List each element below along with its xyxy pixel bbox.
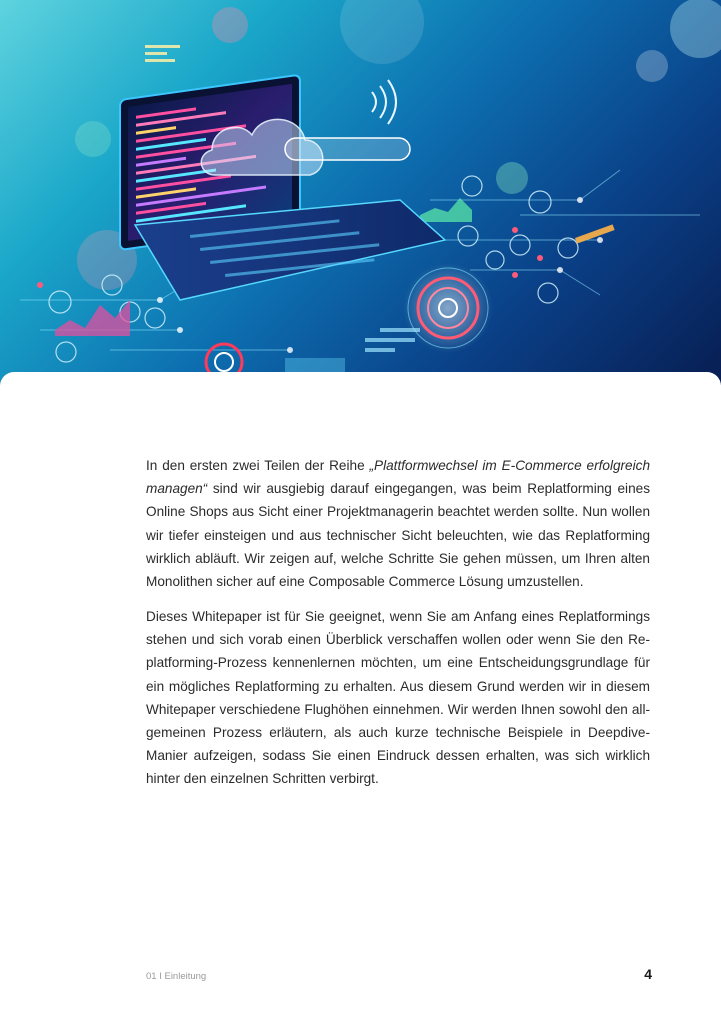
intro-rest: sind wir ausgiebig darauf eingegangen, was beim Replatforming eines Online Shops aus Sicht einer Projektmanagerin beachtet werden sollte. Nun wollen wir tiefer einsteigen und aus technischer Sicht beleuchten, wie das Replatforming wirklich abläuft. Wir zeigen auf, welche Schritte Sie gehen müssen, um Ihren alten Monolithen sicher auf eine Composable Commerce Lösung umzustellen. <box>146 481 650 590</box>
hero-illustration <box>0 0 721 385</box>
intro-paragraph-2: Dieses Whitepaper ist für Sie geeignet, wenn Sie am Anfang eines Replatformings stehen und sich vorab einen Überblick verschaffen wollen oder wenn Sie den Replatforming-Prozess kennenlernen möchten, um eine Entscheidungsgrundlage für ein mögliches Replatforming zu erhalten. Aus diesem Grund werden wir in diesem Whitepaper verschiedene Flughöhen einnehmen. Wir werden Ihnen sowohl den allgemeinen Prozess erläutern, als auch kurze technische Beispiele in Deepdive-Manier aufzeigen, sodass Sie einen Eindruck dessen erhalten, was sich wirklich hinter den einzelnen Schritten verbirgt. <box>146 609 650 787</box>
series-title: „Plattformwechsel im E-Commerce erfolgreich managen“ <box>146 458 650 497</box>
page-number: 4 <box>644 966 652 982</box>
footer-section-label: 01 I Einleitung <box>146 971 207 982</box>
laptop-cloud-illustration <box>0 0 721 385</box>
intro-lead: In den ersten zwei Teilen der Reihe <box>146 458 370 473</box>
intro-paragraph-1 <box>146 454 650 593</box>
